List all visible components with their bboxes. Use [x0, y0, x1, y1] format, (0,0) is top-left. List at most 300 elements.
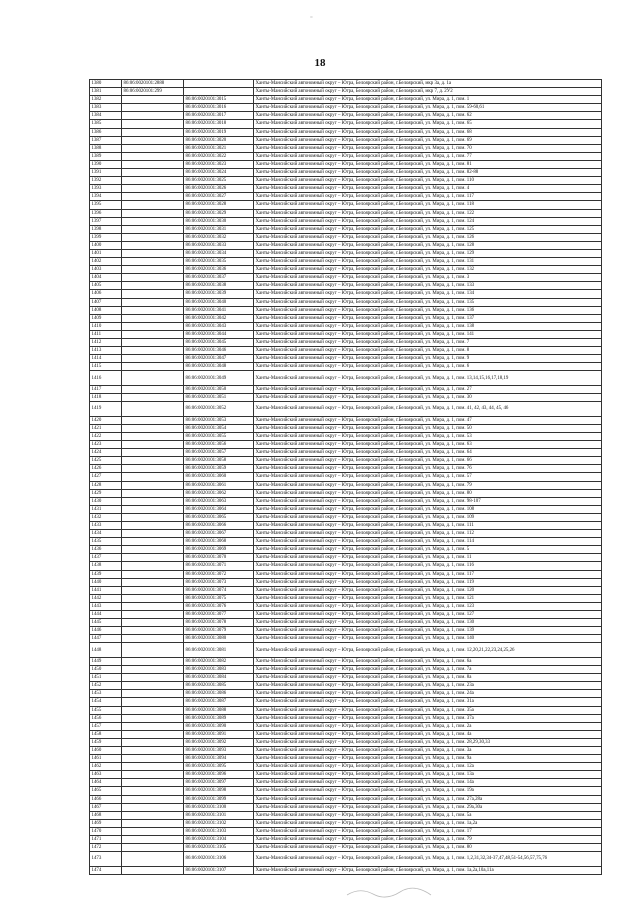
cadastral-number-a — [122, 371, 184, 386]
cadastral-number-b: 86:06:0020101:3089 — [184, 714, 254, 722]
table-row — [90, 347, 602, 355]
row-number: 1391 — [90, 169, 122, 177]
cadastral-number-b: 86:06:0020101:3047 — [184, 355, 254, 363]
address-cell: Ханты-Мансийский автономный округ – Югра, Белоярский район, г.Белоярский, ул. Мира, д. 1, пом. 1 — [254, 96, 602, 104]
address-cell: Ханты-Мансийский автономный округ – Югра, Белоярский район, г.Белоярский, ул. Мира, д. 1, пом. 136 — [254, 306, 602, 314]
address-cell: Ханты-Мансийский автономный округ – Югра, Белоярский район, г.Белоярский, ул. Мира, д. 1, пом. 137 — [254, 314, 602, 322]
page-number: 18 — [314, 57, 326, 69]
address-cell: Ханты-Мансийский автономный округ – Югра, Белоярский район, г.Белоярский, ул. Мира, д. 1, пом. 12,20,21,22,23,24,25,26 — [254, 643, 602, 658]
address-cell: Ханты-Мансийский автономный округ – Югра, Белоярский район, г.Белоярский, ул. Мира, д. 1, пом. 138 — [254, 322, 602, 330]
cadastral-number-b: 86:06:0020101:3046 — [184, 347, 254, 355]
cadastral-number-a — [122, 538, 184, 546]
row-number: 1430 — [90, 497, 122, 505]
row-number: 1452 — [90, 682, 122, 690]
table-row — [90, 355, 602, 363]
table-row — [90, 217, 602, 225]
address-cell: Ханты-Мансийский автономный округ – Югра, Белоярский район, г.Белоярский, ул. Мира, д. 1, пом. 50 — [254, 424, 602, 432]
cadastral-number-a — [122, 852, 184, 867]
table-row — [90, 819, 602, 827]
cadastral-number-a — [122, 530, 184, 538]
table-row — [90, 96, 602, 104]
cadastral-number-a — [122, 866, 184, 874]
cadastral-number-a — [122, 554, 184, 562]
cadastral-number-b: 86:06:0020101:3069 — [184, 546, 254, 554]
table-row — [90, 441, 602, 449]
cadastral-number-b: 86:06:0020101:3052 — [184, 402, 254, 417]
row-number: 1443 — [90, 602, 122, 610]
address-cell: Ханты-Мансийский автономный округ – Югра, Белоярский район, г.Белоярский, ул. Мира, д. 1, пом. 5а — [254, 811, 602, 819]
table-row — [90, 258, 602, 266]
cadastral-number-b: 86:06:0020101:3036 — [184, 266, 254, 274]
address-cell: Ханты-Мансийский автономный округ – Югра, Белоярский район, г.Белоярский, ул. Мира, д. 1, пом. 13,14,15,16,17,18,19 — [254, 371, 602, 386]
row-number: 1394 — [90, 193, 122, 201]
address-cell: Ханты-Мансийский автономный округ – Югра, Белоярский район, г.Белоярский, ул. Мира, д. 1, пом. 79 — [254, 481, 602, 489]
cadastral-number-a — [122, 201, 184, 209]
cadastral-number-b: 86:06:0020101:3023 — [184, 160, 254, 168]
cadastral-number-a — [122, 611, 184, 619]
cadastral-number-a — [122, 363, 184, 371]
table-row — [90, 371, 602, 386]
cadastral-number-a — [122, 112, 184, 120]
registry-table — [89, 79, 602, 875]
row-number: 1437 — [90, 554, 122, 562]
cadastral-number-b: 86:06:0020101:3051 — [184, 394, 254, 402]
cadastral-number-a — [122, 441, 184, 449]
row-number: 1450 — [90, 666, 122, 674]
cadastral-number-b: 86:06:0020101:3100 — [184, 803, 254, 811]
table-row — [90, 282, 602, 290]
cadastral-number-a — [122, 682, 184, 690]
address-cell: Ханты-Мансийский автономный округ – Югра, Белоярский район, г.Белоярский, ул. Мира, д. 1, пом. 3а — [254, 747, 602, 755]
cadastral-number-b: 86:06:0020101:3062 — [184, 489, 254, 497]
table-row — [90, 722, 602, 730]
table-row — [90, 714, 602, 722]
cadastral-number-a — [122, 489, 184, 497]
address-cell: Ханты-Мансийский автономный округ – Югра, Белоярский район, г.Белоярский, ул. Мира, д. 1, пом. 130 — [254, 619, 602, 627]
cadastral-number-a — [122, 266, 184, 274]
table-row — [90, 505, 602, 513]
table-row — [90, 570, 602, 578]
row-number: 1462 — [90, 763, 122, 771]
table-row — [90, 538, 602, 546]
cadastral-number-b: 86:06:0020101:3060 — [184, 473, 254, 481]
row-number: 1423 — [90, 441, 122, 449]
cadastral-number-a — [122, 844, 184, 852]
cadastral-number-b: 86:06:0020101:3061 — [184, 481, 254, 489]
scribble-mark — [345, 885, 435, 899]
row-number: 1454 — [90, 698, 122, 706]
cadastral-number-b: 86:06:0020101:3024 — [184, 169, 254, 177]
row-number: 1441 — [90, 586, 122, 594]
cadastral-number-a — [122, 690, 184, 698]
cadastral-number-b: 86:06:0020101:3096 — [184, 771, 254, 779]
table-row — [90, 225, 602, 233]
table-row — [90, 473, 602, 481]
address-cell: Ханты-Мансийский автономный округ – Югра, Белоярский район, г.Белоярский, ул. Мира, д. 1, пом. 116 — [254, 562, 602, 570]
cadastral-number-a — [122, 274, 184, 282]
row-number: 1390 — [90, 160, 122, 168]
address-cell: Ханты-Мансийский автономный округ – Югра, Белоярский район, г.Белоярский, ул. Мира, д. 1, пом. 47 — [254, 416, 602, 424]
cadastral-number-a — [122, 209, 184, 217]
cadastral-number-b: 86:06:0020101:3057 — [184, 449, 254, 457]
address-cell: Ханты-Мансийский автономный округ – Югра, Белоярский район, г.Белоярский, ул. Мира, д. 1, пом. 29а,30а — [254, 803, 602, 811]
cadastral-number-b: 86:06:0020101:3101 — [184, 811, 254, 819]
row-number: 1434 — [90, 530, 122, 538]
row-number: 1420 — [90, 416, 122, 424]
address-cell: Ханты-Мансийский автономный округ – Югра, Белоярский район, г.Белоярский, ул. Мира, д. 1, пом. 64 — [254, 449, 602, 457]
cadastral-number-a — [122, 177, 184, 185]
table-row — [90, 209, 602, 217]
cadastral-number-b: 86:06:0020101:3053 — [184, 416, 254, 424]
row-number: 1445 — [90, 619, 122, 627]
cadastral-number-a — [122, 643, 184, 658]
row-number: 1436 — [90, 546, 122, 554]
address-cell: Ханты-Мансийский автономный округ – Югра, Белоярский район, г.Белоярский, ул. Мира, д. 1, пом. 41, 42, 43, 44, 45, 46 — [254, 402, 602, 417]
cadastral-number-a — [122, 747, 184, 755]
row-number: 1396 — [90, 209, 122, 217]
address-cell: Ханты-Мансийский автономный округ – Югра, Белоярский район, г.Белоярский, ул. Мира, д. 1, пом. 129 — [254, 249, 602, 257]
cadastral-number-b: 86:06:0020101:3029 — [184, 209, 254, 217]
row-number: 1414 — [90, 355, 122, 363]
cadastral-number-a — [122, 290, 184, 298]
table-row — [90, 201, 602, 209]
cadastral-number-b: 86:06:0020101:3048 — [184, 363, 254, 371]
row-number: 1388 — [90, 144, 122, 152]
address-cell: Ханты-Мансийский автономный округ – Югра, Белоярский район, г.Белоярский, ул. Мира, д. 1, пом. 69 — [254, 136, 602, 144]
table-row — [90, 619, 602, 627]
cadastral-number-b: 86:06:0020101:3025 — [184, 177, 254, 185]
cadastral-number-a — [122, 241, 184, 249]
row-number: 1457 — [90, 722, 122, 730]
address-cell: Ханты-Мансийский автономный округ – Югра, Белоярский район, г.Белоярский, ул. Мира, д. 1, пом. 76 — [254, 465, 602, 473]
cadastral-number-b: 86:06:0020101:3037 — [184, 274, 254, 282]
row-number: 1464 — [90, 779, 122, 787]
row-number: 1473 — [90, 852, 122, 867]
cadastral-number-b: 86:06:0020101:3076 — [184, 602, 254, 610]
cadastral-number-a — [122, 160, 184, 168]
cadastral-number-b: 86:06:0020101:3050 — [184, 385, 254, 393]
cadastral-number-b: 86:06:0020101:3072 — [184, 570, 254, 578]
cadastral-number-a — [122, 144, 184, 152]
cadastral-number-a — [122, 225, 184, 233]
row-number: 1417 — [90, 385, 122, 393]
cadastral-number-a — [122, 169, 184, 177]
address-cell: Ханты-Мансийский автономный округ – Югра, Белоярский район, г.Белоярский, ул. Мира, д. 1, пом. 118 — [254, 201, 602, 209]
address-cell: Ханты-Мансийский автономный округ – Югра, Белоярский район, г.Белоярский, ул. Мира, д. 1, пом. 4а — [254, 730, 602, 738]
address-cell: Ханты-Мансийский автономный округ – Югра, Белоярский район, г.Белоярский, ул. Мира, д. 1, пом. 125 — [254, 225, 602, 233]
address-cell: Ханты-Мансийский автономный округ – Югра, Белоярский район, г.Белоярский, ул. Мира, д. 1, пом. 135 — [254, 298, 602, 306]
address-cell: Ханты-Мансийский автономный округ – Югра, Белоярский район, г.Белоярский, ул. Мира, д. 1, пом. 35а — [254, 706, 602, 714]
cadastral-number-a: 86:06:0020101:2888 — [122, 80, 184, 88]
address-cell: Ханты-Мансийский автономный округ – Югра, Белоярский район, г.Белоярский, ул. Мира, д. 1, пом. 70 — [254, 144, 602, 152]
table-row — [90, 803, 602, 811]
row-number: 1440 — [90, 578, 122, 586]
cadastral-number-b: 86:06:0020101:3044 — [184, 330, 254, 338]
cadastral-number-b: 86:06:0020101:3033 — [184, 241, 254, 249]
cadastral-number-a — [122, 505, 184, 513]
cadastral-number-b: 86:06:0020101:3039 — [184, 290, 254, 298]
row-number: 1410 — [90, 322, 122, 330]
cadastral-number-b: 86:06:0020101:3056 — [184, 441, 254, 449]
cadastral-number-b: 86:06:0020101:3068 — [184, 538, 254, 546]
row-number: 1380 — [90, 80, 122, 88]
table-row — [90, 489, 602, 497]
table-row — [90, 674, 602, 682]
cadastral-number-b: 86:06:0020101:3088 — [184, 706, 254, 714]
address-cell: Ханты-Мансийский автономный округ – Югра, Белоярский район, г.Белоярский, ул. Мира, д. 1, пом. 81 — [254, 160, 602, 168]
row-number: 1426 — [90, 465, 122, 473]
address-cell: Ханты-Мансийский автономный округ – Югра, Белоярский район, г.Белоярский, ул. Мира, д. 1, пом. 8а — [254, 674, 602, 682]
cadastral-number-b: 86:06:0020101:3107 — [184, 866, 254, 874]
address-cell: Ханты-Мансийский автономный округ – Югра, Белоярский район, г.Белоярский, ул. Мира, д. 1, пом. 53 — [254, 432, 602, 440]
cadastral-number-a — [122, 578, 184, 586]
row-number: 1402 — [90, 258, 122, 266]
row-number: 1453 — [90, 690, 122, 698]
cadastral-number-a — [122, 586, 184, 594]
row-number: 1438 — [90, 562, 122, 570]
cadastral-number-a — [122, 432, 184, 440]
row-number: 1419 — [90, 402, 122, 417]
address-cell: Ханты-Мансийский автономный округ – Югра, Белоярский район, г.Белоярский, ул. Мира, д. 1, пом. 131 — [254, 258, 602, 266]
cadastral-number-b — [184, 88, 254, 96]
cadastral-number-b: 86:06:0020101:3092 — [184, 738, 254, 746]
row-number: 1395 — [90, 201, 122, 209]
cadastral-number-a — [122, 730, 184, 738]
address-cell: Ханты-Мансийский автономный округ – Югра, Белоярский район, г.Белоярский, ул. Мира, д. 1, пом. 5 — [254, 546, 602, 554]
row-number: 1412 — [90, 339, 122, 347]
cadastral-number-a — [122, 306, 184, 314]
table-row — [90, 449, 602, 457]
cadastral-number-a — [122, 763, 184, 771]
cadastral-number-b: 86:06:0020101:3059 — [184, 465, 254, 473]
table-row — [90, 322, 602, 330]
table-row — [90, 602, 602, 610]
table-row — [90, 457, 602, 465]
cadastral-number-b: 86:06:0020101:3049 — [184, 371, 254, 386]
cadastral-number-b: 86:06:0020101:3077 — [184, 611, 254, 619]
cadastral-number-b: 86:06:0020101:3027 — [184, 193, 254, 201]
cadastral-number-b: 86:06:0020101:3071 — [184, 562, 254, 570]
table-row — [90, 513, 602, 521]
cadastral-number-b: 86:06:0020101:3026 — [184, 185, 254, 193]
address-cell: Ханты-Мансийский автономный округ – Югра, Белоярский район, г.Белоярский, ул. Мира, д. 1, пом. 14а — [254, 779, 602, 787]
cadastral-number-a — [122, 339, 184, 347]
row-number: 1421 — [90, 424, 122, 432]
cadastral-number-b: 86:06:0020101:3067 — [184, 530, 254, 538]
table-row — [90, 643, 602, 658]
row-number: 1433 — [90, 521, 122, 529]
cadastral-number-b: 86:06:0020101:3083 — [184, 666, 254, 674]
cadastral-number-b: 86:06:0020101:3040 — [184, 298, 254, 306]
table-row — [90, 481, 602, 489]
row-number: 1422 — [90, 432, 122, 440]
cadastral-number-a — [122, 96, 184, 104]
table-row — [90, 266, 602, 274]
cadastral-number-b: 86:06:0020101:3032 — [184, 233, 254, 241]
cadastral-number-a — [122, 424, 184, 432]
address-cell: Ханты-Мансийский автономный округ – Югра, Белоярский район, г.Белоярский, ул. Мира, д. 1, пом. 11 — [254, 554, 602, 562]
cadastral-number-a — [122, 233, 184, 241]
cadastral-number-b: 86:06:0020101:3081 — [184, 643, 254, 658]
row-number: 1427 — [90, 473, 122, 481]
table-row — [90, 241, 602, 249]
address-cell: Ханты-Мансийский автономный округ – Югра, Белоярский район, г.Белоярский, ул. Мира, д. 1, пом. 109 — [254, 513, 602, 521]
table-row — [90, 497, 602, 505]
table-row — [90, 120, 602, 128]
cadastral-number-b: 86:06:0020101:3042 — [184, 314, 254, 322]
table-row — [90, 578, 602, 586]
cadastral-number-b: 86:06:0020101:3038 — [184, 282, 254, 290]
table-row — [90, 795, 602, 803]
address-cell: Ханты-Мансийский автономный округ – Югра, Белоярский район, г.Белоярский, ул. Мира, д. 1, пом. 57 — [254, 473, 602, 481]
address-cell: Ханты-Мансийский автономный округ – Югра, Белоярский район, г.Белоярский, ул. Мира, д. 1, пом. 79 — [254, 836, 602, 844]
address-cell: Ханты-Мансийский автономный округ – Югра, Белоярский район, г.Белоярский, ул. Мира, д. 1, пом. 98-107 — [254, 497, 602, 505]
cadastral-number-b: 86:06:0020101:3064 — [184, 505, 254, 513]
row-number: 1389 — [90, 152, 122, 160]
row-number: 1408 — [90, 306, 122, 314]
table-row — [90, 730, 602, 738]
cadastral-number-b: 86:06:0020101:3091 — [184, 730, 254, 738]
cadastral-number-a — [122, 513, 184, 521]
cadastral-number-a — [122, 416, 184, 424]
address-cell: Ханты-Мансийский автономный округ – Югра, Белоярский район, г.Белоярский, ул. Мира, д. 1, пом. 27 — [254, 385, 602, 393]
table-row — [90, 339, 602, 347]
row-number: 1446 — [90, 627, 122, 635]
table-row — [90, 755, 602, 763]
address-cell: Ханты-Мансийский автономный округ – Югра, Белоярский район, г.Белоярский, ул. Мира, д. 1, пом. 110 — [254, 177, 602, 185]
address-cell: Ханты-Мансийский автономный округ – Югра, Белоярский район, г.Белоярский, ул. Мира, д. 1, пом. 112 — [254, 530, 602, 538]
table-row — [90, 698, 602, 706]
address-cell: Ханты-Мансийский автономный округ – Югра, Белоярский район, г.Белоярский, мкр 3а, д. 1а — [254, 80, 602, 88]
cadastral-number-b: 86:06:0020101:3018 — [184, 120, 254, 128]
table-row — [90, 424, 602, 432]
cadastral-number-b: 86:06:0020101:3074 — [184, 586, 254, 594]
row-number: 1407 — [90, 298, 122, 306]
row-number: 1461 — [90, 755, 122, 763]
table-row — [90, 160, 602, 168]
address-cell: Ханты-Мансийский автономный округ – Югра, Белоярский район, г.Белоярский, ул. Мира, д. 1, пом. 59-60,61 — [254, 104, 602, 112]
cadastral-number-a — [122, 402, 184, 417]
cadastral-number-a — [122, 330, 184, 338]
cadastral-number-a — [122, 104, 184, 112]
table-row — [90, 682, 602, 690]
cadastral-number-b: 86:06:0020101:3102 — [184, 819, 254, 827]
cadastral-number-a — [122, 635, 184, 643]
cadastral-number-b: 86:06:0020101:3015 — [184, 96, 254, 104]
table-row — [90, 80, 602, 88]
row-number: 1448 — [90, 643, 122, 658]
address-cell: Ханты-Мансийский автономный округ – Югра, Белоярский район, г.Белоярский, ул. Мира, д. 1, пом. 31а — [254, 698, 602, 706]
cadastral-number-a: 86:06:0020101:299 — [122, 88, 184, 96]
row-number: 1456 — [90, 714, 122, 722]
cadastral-number-a — [122, 322, 184, 330]
cadastral-number-a — [122, 258, 184, 266]
table-row — [90, 546, 602, 554]
address-cell: Ханты-Мансийский автономный округ – Югра, Белоярский район, г.Белоярский, ул. Мира, д. 1, пом. 1а,2а — [254, 819, 602, 827]
table-row — [90, 690, 602, 698]
table-row — [90, 627, 602, 635]
address-cell: Ханты-Мансийский автономный округ – Югра, Белоярский район, г.Белоярский, ул. Мира, д. 1, пом. 117 — [254, 570, 602, 578]
row-number: 1442 — [90, 594, 122, 602]
table-row — [90, 314, 602, 322]
cadastral-number-a — [122, 314, 184, 322]
row-number: 1406 — [90, 290, 122, 298]
row-number: 1435 — [90, 538, 122, 546]
cadastral-number-a — [122, 193, 184, 201]
cadastral-number-a — [122, 787, 184, 795]
registry-table-wrapper — [89, 79, 601, 875]
table-row — [90, 306, 602, 314]
table-row — [90, 530, 602, 538]
address-cell: Ханты-Мансийский автономный округ – Югра, Белоярский район, г.Белоярский, ул. Мира, д. 1, пом. 80 — [254, 489, 602, 497]
cadastral-number-a — [122, 836, 184, 844]
cadastral-number-b: 86:06:0020101:3093 — [184, 747, 254, 755]
cadastral-number-a — [122, 120, 184, 128]
cadastral-number-b: 86:06:0020101:3079 — [184, 627, 254, 635]
cadastral-number-a — [122, 803, 184, 811]
address-cell: Ханты-Мансийский автономный округ – Югра, Белоярский район, г.Белоярский, ул. Мира, д. 1, пом. 141 — [254, 330, 602, 338]
table-row — [90, 554, 602, 562]
address-cell: Ханты-Мансийский автономный округ – Югра, Белоярский район, г.Белоярский, ул. Мира, д. 1, пом. 123 — [254, 602, 602, 610]
row-number: 1469 — [90, 819, 122, 827]
cadastral-number-a — [122, 657, 184, 665]
address-cell: Ханты-Мансийский автономный округ – Югра, Белоярский район, г.Белоярский, ул. Мира, д. 1, пом. 2а — [254, 722, 602, 730]
table-row — [90, 635, 602, 643]
row-number: 1400 — [90, 241, 122, 249]
address-cell: Ханты-Мансийский автономный округ – Югра, Белоярский район, г.Белоярский, ул. Мира, д. 1, пом. 82-88 — [254, 169, 602, 177]
table-row — [90, 128, 602, 136]
row-number: 1431 — [90, 505, 122, 513]
table-row — [90, 562, 602, 570]
table-row — [90, 657, 602, 665]
address-cell: Ханты-Мансийский автономный округ – Югра, Белоярский район, г.Белоярский, ул. Мира, д. 1, пом. 12а — [254, 763, 602, 771]
cadastral-number-a — [122, 594, 184, 602]
table-row — [90, 866, 602, 874]
address-cell: Ханты-Мансийский автономный округ – Югра, Белоярский район, г.Белоярский, ул. Мира, д. 1, пом. 1,2,31,32,34-37,47,48,51-54,56,57,75,76 — [254, 852, 602, 867]
table-row — [90, 249, 602, 257]
cadastral-number-a — [122, 698, 184, 706]
table-row — [90, 706, 602, 714]
row-number: 1415 — [90, 363, 122, 371]
table-row — [90, 852, 602, 867]
cadastral-number-a — [122, 795, 184, 803]
cadastral-number-b: 86:06:0020101:3103 — [184, 827, 254, 835]
address-cell: Ханты-Мансийский автономный округ – Югра, Белоярский район, г.Белоярский, ул. Мира, д. 1, пом. 140 — [254, 635, 602, 643]
cadastral-number-b: 86:06:0020101:3104 — [184, 836, 254, 844]
address-cell: Ханты-Мансийский автономный округ – Югра, Белоярский район, г.Белоярский, ул. Мира, д. 1, пом. 134 — [254, 290, 602, 298]
cadastral-number-a — [122, 602, 184, 610]
table-row — [90, 594, 602, 602]
address-cell: Ханты-Мансийский автономный округ – Югра, Белоярский район, г.Белоярский, ул. Мира, д. 1, пом. 8 — [254, 347, 602, 355]
address-cell: Ханты-Мансийский автономный округ – Югра, Белоярский район, г.Белоярский, ул. Мира, д. 1, пом. 133 — [254, 282, 602, 290]
address-cell: Ханты-Мансийский автономный округ – Югра, Белоярский район, г.Белоярский, ул. Мира, д. 1, пом. 108 — [254, 505, 602, 513]
row-number: 1409 — [90, 314, 122, 322]
cadastral-number-a — [122, 619, 184, 627]
cadastral-number-a — [122, 449, 184, 457]
address-cell: Ханты-Мансийский автономный округ – Югра, Белоярский район, г.Белоярский, ул. Мира, д. 1, пом. 7а — [254, 666, 602, 674]
cadastral-number-b: 86:06:0020101:3045 — [184, 339, 254, 347]
cadastral-number-a — [122, 521, 184, 529]
corner-mark: = — [310, 16, 313, 21]
row-number: 1401 — [90, 249, 122, 257]
cadastral-number-b: 86:06:0020101:3030 — [184, 217, 254, 225]
table-row — [90, 844, 602, 852]
row-number: 1399 — [90, 233, 122, 241]
row-number: 1467 — [90, 803, 122, 811]
address-cell: Ханты-Мансийский автономный округ – Югра, Белоярский район, г.Белоярский, ул. Мира, д. 1, пом. 63 — [254, 441, 602, 449]
row-number: 1404 — [90, 274, 122, 282]
table-row — [90, 233, 602, 241]
